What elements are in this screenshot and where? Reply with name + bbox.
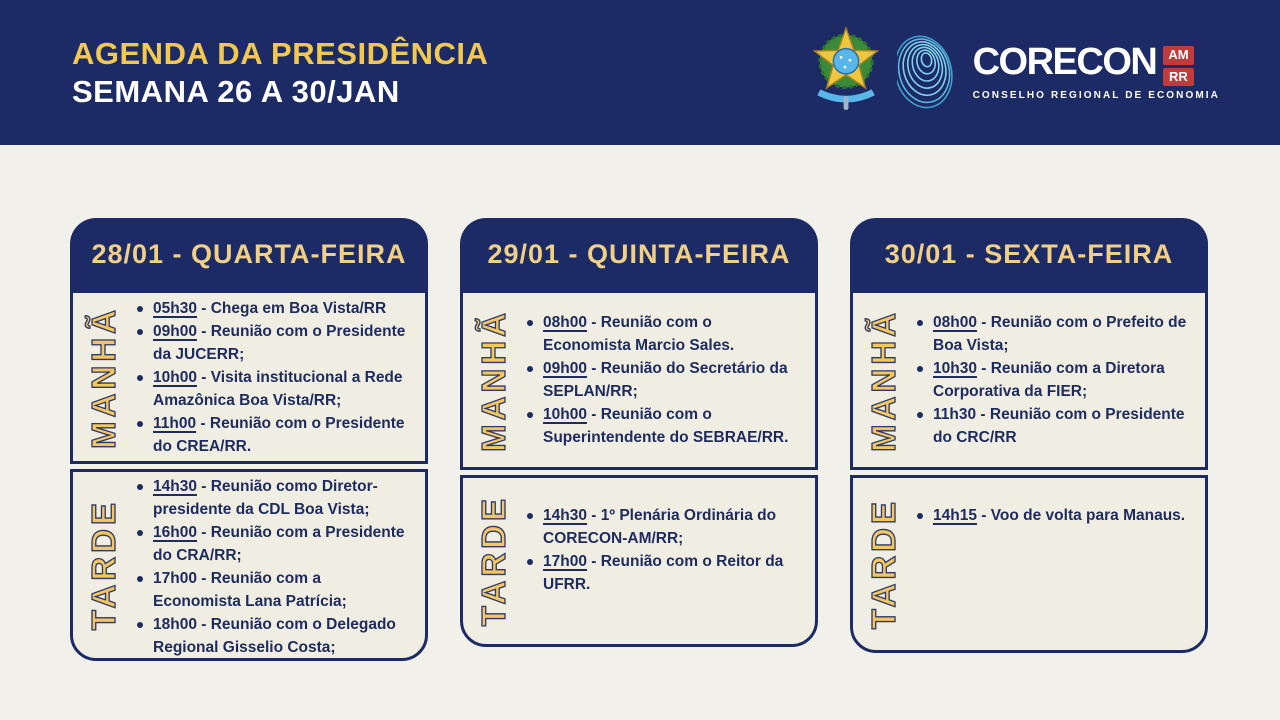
schedule-items	[915, 478, 1205, 650]
brazil-coat-of-arms-icon	[811, 24, 881, 121]
schedule-item-text: 05h30 - Chega em Boa Vista/RR	[153, 299, 387, 317]
time-label: 18h00	[153, 616, 197, 633]
schedule-item-text: 16h00 - Reunião com a Presidente do CRA/RR;	[153, 524, 405, 564]
schedule-item	[137, 475, 413, 521]
time-label: 11h30	[933, 406, 977, 423]
schedule-item	[917, 504, 1193, 527]
period-label: TARDE	[865, 498, 902, 630]
schedule-items	[915, 293, 1205, 467]
day-card-title: 28/01 - QUARTA-FEIRA	[70, 218, 428, 290]
bullet-icon	[527, 559, 533, 565]
schedule-item-text: 17h00 - Reunião com o Reitor da UFRR.	[543, 553, 784, 593]
schedule-item	[137, 613, 413, 659]
schedule-item-text: 11h30 - Reunião com o Presidente do CRC/RR	[933, 406, 1185, 446]
time-label: 10h00	[543, 406, 587, 423]
badge-am: AM	[1163, 46, 1193, 64]
bullet-icon	[917, 513, 923, 519]
schedule-item-text: 08h00 - Reunião com o Prefeito de Boa Vista;	[933, 314, 1187, 354]
schedule-item-text: 14h30 - 1º Plenária Ordinária do CORECON-AM/RR;	[543, 507, 777, 547]
schedule-item-text: 09h00 - Reunião com o Presidente da JUCERR;	[153, 322, 406, 363]
section-afternoon	[460, 475, 818, 647]
time-label: 16h00	[153, 524, 197, 541]
brand-block	[972, 41, 1220, 101]
day-card	[850, 218, 1208, 661]
time-label: 14h30	[543, 507, 587, 524]
time-label: 08h00	[933, 314, 977, 331]
period-label: MANHÃ	[865, 308, 902, 452]
swirl-logo-icon	[897, 28, 957, 117]
section-morning	[460, 290, 818, 470]
schedule-item	[917, 311, 1193, 357]
period-label: TARDE	[475, 495, 512, 627]
schedule-items	[135, 293, 425, 461]
bullet-icon	[137, 375, 143, 381]
schedule-item-text: 10h00 - Visita institucional a Rede Amazônica Boa Vista/RR;	[153, 368, 403, 409]
period-rail	[463, 478, 525, 644]
day-card	[70, 218, 428, 661]
schedule-item-text: 10h00 - Reunião com o Superintendente do SEBRAE/RR.	[543, 406, 789, 446]
day-card-title: 30/01 - SEXTA-FEIRA	[850, 218, 1208, 290]
day-card-title: 29/01 - QUINTA-FEIRA	[460, 218, 818, 290]
period-label: TARDE	[85, 499, 122, 631]
period-label: MANHÃ	[85, 305, 122, 449]
page-title: AGENDA DA PRESIDÊNCIA	[72, 36, 489, 71]
time-label: 08h00	[543, 314, 587, 331]
bullet-icon	[527, 366, 533, 372]
schedule-item	[137, 320, 413, 366]
bullet-icon	[137, 484, 143, 490]
schedule-item	[527, 504, 803, 550]
schedule-item	[137, 412, 413, 458]
bullet-icon	[527, 513, 533, 519]
day-cards	[0, 145, 1280, 661]
logo-group	[811, 24, 1220, 121]
time-label: 14h30	[153, 478, 197, 495]
time-label: 10h30	[933, 360, 977, 377]
section-morning	[850, 290, 1208, 470]
period-rail	[463, 293, 525, 467]
schedule-item-text: 17h00 - Reunião com a Economista Lana Patrícia;	[153, 570, 347, 610]
time-label: 17h00	[153, 570, 197, 587]
time-label: 11h00	[153, 414, 197, 432]
day-card	[460, 218, 818, 661]
period-rail	[73, 472, 135, 658]
schedule-item-text: 14h30 - Reunião como Diretor-presidente da CDL Boa Vista;	[153, 478, 378, 518]
bullet-icon	[527, 320, 533, 326]
bullet-icon	[137, 421, 143, 427]
time-label: 05h30	[153, 299, 197, 317]
schedule-item	[527, 311, 803, 357]
schedule-item	[917, 403, 1193, 449]
badge-rr: RR	[1163, 68, 1193, 86]
schedule-item	[137, 567, 413, 613]
page-subtitle: SEMANA 26 A 30/JAN	[72, 74, 400, 109]
schedule-item	[917, 357, 1193, 403]
schedule-item-text: 18h00 - Reunião com o Delegado Regional Gisselio Costa;	[153, 616, 396, 656]
schedule-item	[137, 297, 413, 320]
schedule-item	[527, 550, 803, 596]
region-badges	[1163, 46, 1193, 86]
schedule-items	[135, 472, 425, 658]
schedule-items	[525, 478, 815, 644]
schedule-item	[527, 357, 803, 403]
bullet-icon	[917, 320, 923, 326]
time-label: 17h00	[543, 553, 587, 570]
schedule-item-text: 09h00 - Reunião do Secretário da SEPLAN/RR;	[543, 360, 788, 400]
bullet-icon	[527, 412, 533, 418]
schedule-item	[137, 521, 413, 567]
bullet-icon	[137, 329, 143, 335]
period-rail	[853, 478, 915, 650]
time-label: 10h00	[153, 368, 197, 386]
brand-wordmark: CORECON	[972, 41, 1157, 84]
brand-tagline: CONSELHO REGIONAL DE ECONOMIA	[972, 89, 1220, 101]
header-band	[0, 0, 1280, 145]
section-morning	[70, 290, 428, 464]
time-label: 09h00	[543, 360, 587, 377]
schedule-item-text: 11h00 - Reunião com o Presidente do CREA/RR.	[153, 414, 405, 455]
schedule-item-text: 14h15 - Voo de volta para Manaus.	[933, 507, 1186, 524]
bullet-icon	[137, 622, 143, 628]
bullet-icon	[137, 530, 143, 536]
period-rail	[853, 293, 915, 467]
time-label: 09h00	[153, 322, 197, 340]
bullet-icon	[137, 576, 143, 582]
schedule-items	[525, 293, 815, 467]
time-label: 14h15	[933, 507, 977, 524]
bullet-icon	[137, 306, 143, 312]
schedule-item	[527, 403, 803, 449]
section-afternoon	[850, 475, 1208, 653]
section-afternoon	[70, 469, 428, 661]
bullet-icon	[917, 412, 923, 418]
header-titles	[72, 38, 488, 107]
schedule-item-text: 10h30 - Reunião com a Diretora Corporativa da FIER;	[933, 360, 1165, 400]
period-rail	[73, 293, 135, 461]
period-label: MANHÃ	[475, 308, 512, 452]
bullet-icon	[917, 366, 923, 372]
schedule-item-text: 08h00 - Reunião com o Economista Marcio Sales.	[543, 314, 735, 354]
schedule-item	[137, 366, 413, 412]
